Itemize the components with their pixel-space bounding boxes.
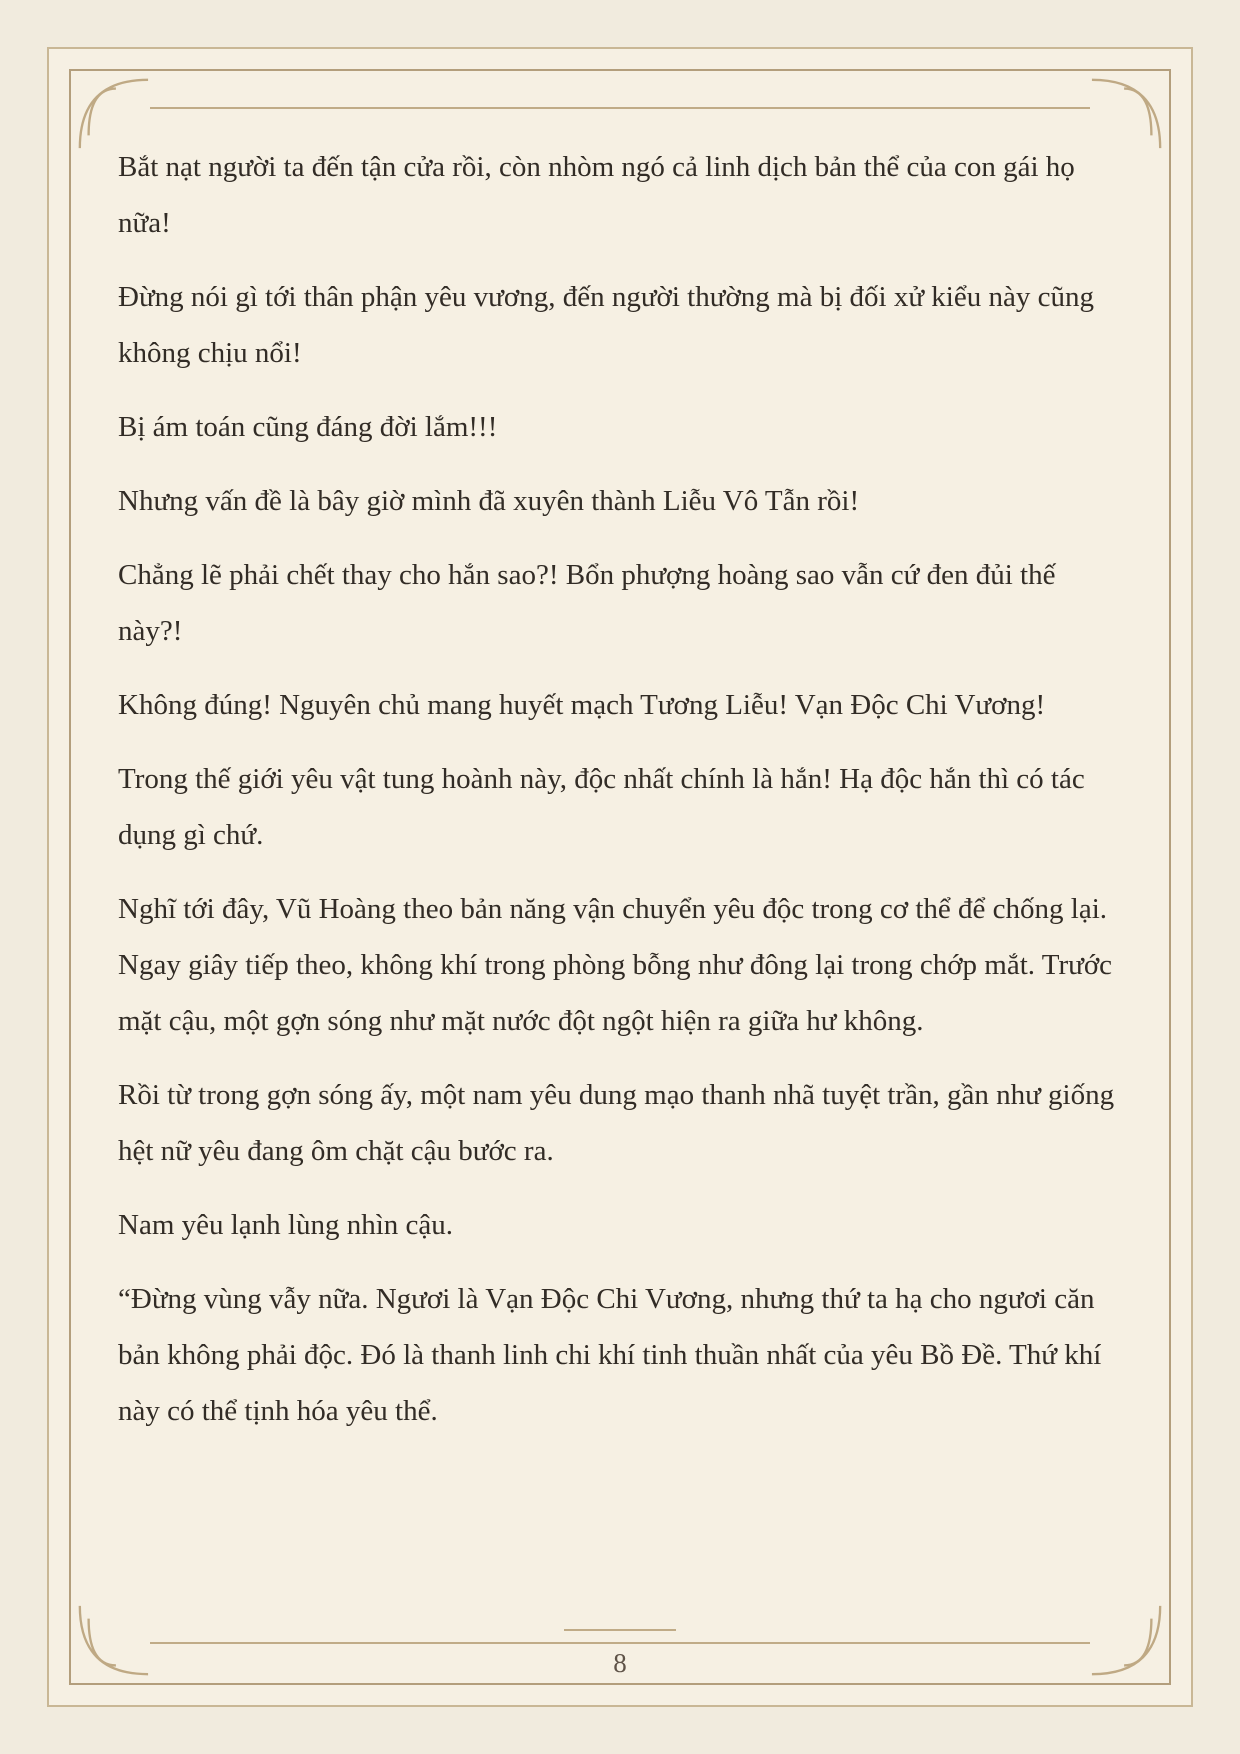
paragraph: Nhưng vấn đề là bây giờ mình đã xuyên thành Liễu Vô Tẫn rồi! xyxy=(118,485,860,517)
paragraph: Bị ám toán cũng đáng đời lắm!!! xyxy=(118,411,498,443)
footer-accent-rule xyxy=(564,1629,676,1631)
paragraph: “Đừng vùng vẫy nữa. Ngươi là Vạn Độc Chi Vương, nhưng thứ ta hạ cho ngươi căn bản không phải độc. Đó là thanh linh chi khí tinh thuần nhất của yêu Bồ Đề. Thứ khí này có thể tịnh hóa yêu thể. xyxy=(118,1283,1102,1427)
paragraph: Bắt nạt người ta đến tận cửa rồi, còn nhòm ngó cả linh dịch bản thể của con gái họ nữa! xyxy=(118,151,1075,239)
paragraph: Nghĩ tới đây, Vũ Hoàng theo bản năng vận chuyển yêu độc trong cơ thể để chống lại. Ngay giây tiếp theo, không khí trong phòng bỗng như đông lại trong chớp mắt. Trước mặt cậu, một gợn sóng như mặt nước đột ngột hiện ra giữa hư không. xyxy=(118,893,1113,1037)
header-rule xyxy=(150,107,1090,109)
paragraph: Đừng nói gì tới thân phận yêu vương, đến người thường mà bị đối xử kiểu này cũng không chịu nổi! xyxy=(118,281,1094,369)
page-number: 8 xyxy=(613,1648,627,1678)
page-text xyxy=(118,139,1124,1457)
paragraph: Nam yêu lạnh lùng nhìn cậu. xyxy=(118,1209,454,1241)
paragraph: Không đúng! Nguyên chủ mang huyết mạch Tương Liễu! Vạn Độc Chi Vương! xyxy=(118,689,1046,721)
paragraph: Trong thế giới yêu vật tung hoành này, độc nhất chính là hắn! Hạ độc hắn thì có tác dụng gì chứ. xyxy=(118,763,1085,851)
paragraph: Chẳng lẽ phải chết thay cho hắn sao?! Bổn phượng hoàng sao vẫn cứ đen đủi thế này?! xyxy=(118,559,1056,647)
paragraph: Rồi từ trong gợn sóng ấy, một nam yêu dung mạo thanh nhã tuyệt trần, gần như giống hệt nữ yêu đang ôm chặt cậu bước ra. xyxy=(118,1079,1115,1167)
footer-rule xyxy=(150,1642,1090,1644)
